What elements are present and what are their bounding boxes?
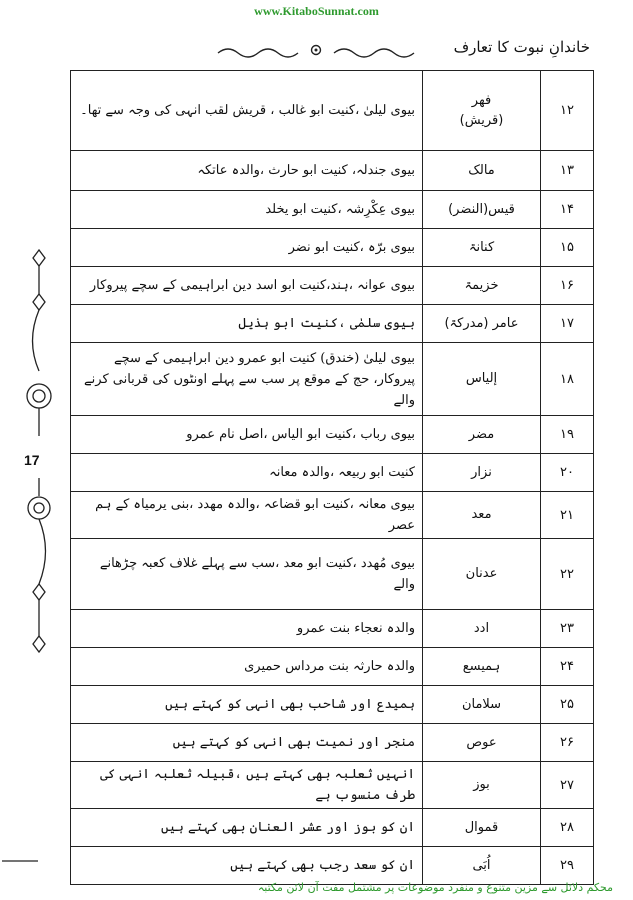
name-subtext: (قریش) bbox=[459, 112, 504, 128]
number-cell: ۲۷ bbox=[541, 762, 594, 809]
description-cell: بیوی عِکْرِشہ ،کنیت ابو یخلد bbox=[71, 191, 423, 229]
description-cell: بیوی لیلیٰ ،کنیت ابو غالب ، قریش لقب انہی کی وجہ سے تھا۔ bbox=[71, 71, 423, 151]
table-row bbox=[71, 416, 594, 454]
description-cell: ان کو بوز اور عشر العنان بھی کہتے ہیں bbox=[71, 809, 423, 847]
name-cell: عدنان bbox=[423, 539, 541, 610]
number-cell: ۲۱ bbox=[541, 492, 594, 539]
table-row bbox=[71, 151, 594, 191]
number-cell: ۱۶ bbox=[541, 267, 594, 305]
name-cell: ادد bbox=[423, 610, 541, 648]
table-row bbox=[71, 191, 594, 229]
number-cell: ۲۵ bbox=[541, 686, 594, 724]
name-text: فھر bbox=[471, 92, 492, 108]
description-cell: انہیں ثعلبہ بھی کہتے ہیں ،قبیلہ ثعلبہ انہی کی طرف منسوب ہے bbox=[71, 762, 423, 809]
site-url: www.KitaboSunnat.com bbox=[254, 4, 379, 18]
header-ornament-icon bbox=[216, 40, 416, 60]
footer-ornament-icon bbox=[2, 856, 42, 866]
genealogy-table bbox=[70, 70, 594, 885]
name-cell: عامر (مدرکۃ) bbox=[423, 305, 541, 343]
description-cell: کنیت ابو ربیعہ ،والدہ معانہ bbox=[71, 454, 423, 492]
table-row bbox=[71, 610, 594, 648]
number-cell: ۲۸ bbox=[541, 809, 594, 847]
description-cell: بیوی لیلیٰ (خندق) کنیت ابو عمرو دین ابراہیمی کے سچے پیروکار، حج کے موقع پر سب سے پہلے اونٹوں کی قربانی کرنے والے bbox=[71, 343, 423, 416]
table-row bbox=[71, 686, 594, 724]
description-cell: بیوی برّہ ،کنیت ابو نضر bbox=[71, 229, 423, 267]
description-cell: بیوی جندلہ، کنیت ابو حارث ،والدہ عاتکہ bbox=[71, 151, 423, 191]
table-row bbox=[71, 492, 594, 539]
description-cell: ان کو سعد رجب بھی کہتے ہیں bbox=[71, 847, 423, 885]
name-cell: بوز bbox=[423, 762, 541, 809]
name-cell: نزار bbox=[423, 454, 541, 492]
name-cell: مضر bbox=[423, 416, 541, 454]
table-row bbox=[71, 343, 594, 416]
number-cell: ۱۹ bbox=[541, 416, 594, 454]
number-cell: ۲۶ bbox=[541, 724, 594, 762]
table-row bbox=[71, 229, 594, 267]
description-cell: ہمیدع اور شاحب بھی انہی کو کہتے ہیں bbox=[71, 686, 423, 724]
name-cell bbox=[423, 71, 541, 151]
page-header bbox=[30, 38, 590, 64]
description-cell: بیوی عوانہ ،ہند،کنیت ابو اسد دین ابراہیمی کے سچے پیروکار bbox=[71, 267, 423, 305]
name-cell: عوص bbox=[423, 724, 541, 762]
page-number: 17 bbox=[24, 452, 40, 468]
number-cell: ۲۰ bbox=[541, 454, 594, 492]
number-cell: ۱۸ bbox=[541, 343, 594, 416]
table-row bbox=[71, 305, 594, 343]
footer-text: محکم دلائل سے مزین متنوع و منفرد موضوعات پر مشتمل مفت آن لائن مکتبہ bbox=[257, 881, 613, 894]
name-cell: معد bbox=[423, 492, 541, 539]
table-row bbox=[71, 539, 594, 610]
table-row bbox=[71, 762, 594, 809]
name-cell: مالک bbox=[423, 151, 541, 191]
description-cell: بیوی رباب ،کنیت ابو الیاس ،اصل نام عمرو bbox=[71, 416, 423, 454]
number-cell: ۲۳ bbox=[541, 610, 594, 648]
number-cell: ۲۹ bbox=[541, 847, 594, 885]
table-row bbox=[71, 454, 594, 492]
name-cell: قموال bbox=[423, 809, 541, 847]
description-cell: منجر اور نمیت بھی انہی کو کہتے ہیں bbox=[71, 724, 423, 762]
name-cell: إلیاس bbox=[423, 343, 541, 416]
name-cell: قیس(النضر) bbox=[423, 191, 541, 229]
number-cell: ۱۲ bbox=[541, 71, 594, 151]
name-cell: سلامان bbox=[423, 686, 541, 724]
genealogy-table-body bbox=[71, 71, 594, 885]
name-cell: کنانۃ bbox=[423, 229, 541, 267]
number-cell: ۱۷ bbox=[541, 305, 594, 343]
description-cell: بیوی مُھدد ،کنیت ابو معد ،سب سے پہلے غلاف کعبہ چڑھانے والے bbox=[71, 539, 423, 610]
number-cell: ۲۲ bbox=[541, 539, 594, 610]
description-cell: والدہ حارثہ بنت مرداس حمیری bbox=[71, 648, 423, 686]
number-cell: ۱۳ bbox=[541, 151, 594, 191]
description-cell: بیوی معانہ ،کنیت ابو قضاعہ ،والدہ مھدد ،بنی یرمیاہ کے ہم عصر bbox=[71, 492, 423, 539]
number-cell: ۲۴ bbox=[541, 648, 594, 686]
table-row bbox=[71, 648, 594, 686]
table-row bbox=[71, 847, 594, 885]
name-cell: اُبَی bbox=[423, 847, 541, 885]
description-cell: والدہ نعجاء بنت عمرو bbox=[71, 610, 423, 648]
table-row bbox=[71, 809, 594, 847]
table-row bbox=[71, 267, 594, 305]
description-cell: بیوی سلمٰی ،کنیت ابو ہذیل bbox=[71, 305, 423, 343]
number-cell: ۱۴ bbox=[541, 191, 594, 229]
number-cell: ۱۵ bbox=[541, 229, 594, 267]
table-row bbox=[71, 724, 594, 762]
table-row bbox=[71, 71, 594, 151]
name-cell: ہمیسع bbox=[423, 648, 541, 686]
name-cell: خزیمۃ bbox=[423, 267, 541, 305]
page-title: خاندانِ نبوت کا تعارف bbox=[453, 38, 590, 56]
